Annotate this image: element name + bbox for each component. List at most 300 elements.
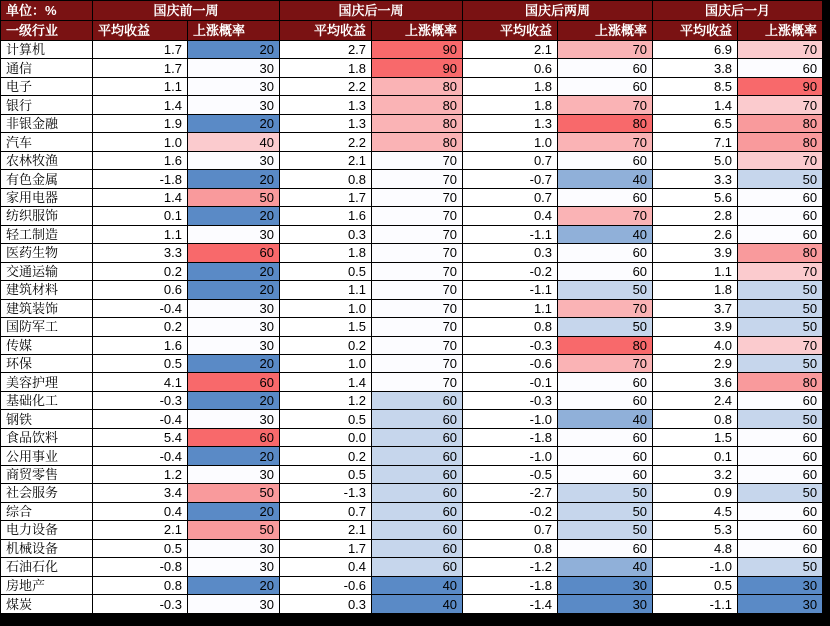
avg-return-cell: 0.8 [463,318,558,336]
table-row [1,336,823,354]
win-prob-cell: 70 [372,318,463,336]
avg-return-cell: 4.0 [653,336,738,354]
table-row [1,262,823,280]
avg-return-cell: 1.1 [93,77,188,95]
win-prob-cell: 70 [558,96,653,114]
avg-return-cell: -1.3 [280,484,372,502]
industry-cell: 轻工制造 [1,225,93,243]
win-prob-cell: 50 [558,281,653,299]
win-prob-cell: 80 [738,373,823,391]
win-prob-cell: 80 [558,114,653,132]
table-row [1,77,823,95]
win-prob-cell: 40 [188,133,280,151]
table-row [1,225,823,243]
avg-return-cell: 1.1 [653,262,738,280]
win-prob-cell: 60 [738,502,823,520]
industry-cell: 房地产 [1,576,93,594]
avg-return-cell: -1.0 [653,558,738,576]
win-prob-cell: 60 [372,410,463,428]
table-row [1,133,823,151]
avg-return-cell: 1.7 [280,539,372,557]
avg-return-cell: 3.3 [653,170,738,188]
subheader-avg-return-1: 平均收益 [93,21,188,41]
industry-cell: 社会服务 [1,484,93,502]
win-prob-cell: 30 [188,299,280,317]
avg-return-cell: -1.8 [463,428,558,446]
win-prob-cell: 50 [558,521,653,539]
avg-return-cell: 2.6 [653,225,738,243]
avg-return-cell: 2.7 [280,41,372,59]
avg-return-cell: 1.4 [280,373,372,391]
win-prob-cell: 60 [558,188,653,206]
win-prob-cell: 30 [188,558,280,576]
group-header-post-week: 国庆后一周 [280,1,463,21]
avg-return-cell: 1.7 [93,59,188,77]
avg-return-cell: 0.8 [280,170,372,188]
industry-cell: 电力设备 [1,521,93,539]
industry-cell: 非银金融 [1,114,93,132]
group-header-post-two-weeks: 国庆后两周 [463,1,653,21]
table-row [1,354,823,372]
avg-return-cell: 2.1 [463,41,558,59]
win-prob-cell: 70 [738,96,823,114]
industry-cell: 煤炭 [1,595,93,614]
avg-return-cell: 1.1 [280,281,372,299]
avg-return-cell: 1.8 [463,77,558,95]
win-prob-cell: 60 [738,391,823,409]
avg-return-cell: 0.2 [93,262,188,280]
win-prob-cell: 70 [738,41,823,59]
avg-return-cell: 1.3 [280,96,372,114]
unit-label: 单位：% [1,1,93,21]
win-prob-cell: 40 [558,225,653,243]
avg-return-cell: -1.8 [93,170,188,188]
industry-cell: 环保 [1,354,93,372]
win-prob-cell: 60 [558,373,653,391]
win-prob-cell: 40 [558,410,653,428]
table-row [1,373,823,391]
win-prob-cell: 60 [372,558,463,576]
win-prob-cell: 60 [738,428,823,446]
win-prob-cell: 60 [558,244,653,262]
avg-return-cell: -0.3 [463,336,558,354]
win-prob-cell: 20 [188,576,280,594]
table-row [1,318,823,336]
industry-cell: 综合 [1,502,93,520]
win-prob-cell: 50 [738,318,823,336]
win-prob-cell: 30 [558,595,653,614]
win-prob-cell: 30 [188,151,280,169]
win-prob-cell: 60 [738,447,823,465]
industry-cell: 机械设备 [1,539,93,557]
industry-cell: 公用事业 [1,447,93,465]
win-prob-cell: 60 [738,188,823,206]
win-prob-cell: 50 [738,354,823,372]
avg-return-cell: -0.2 [463,262,558,280]
win-prob-cell: 60 [558,465,653,483]
win-prob-cell: 50 [738,558,823,576]
industry-cell: 建筑材料 [1,281,93,299]
avg-return-cell: 1.7 [280,188,372,206]
win-prob-cell: 20 [188,354,280,372]
table-row [1,391,823,409]
win-prob-cell: 60 [372,539,463,557]
table-row [1,59,823,77]
group-header-row [1,1,823,21]
win-prob-cell: 40 [372,576,463,594]
industry-cell: 银行 [1,96,93,114]
win-prob-cell: 80 [558,336,653,354]
win-prob-cell: 70 [558,354,653,372]
avg-return-cell: 3.6 [653,373,738,391]
avg-return-cell: 3.2 [653,465,738,483]
win-prob-cell: 60 [558,447,653,465]
win-prob-cell: 80 [372,77,463,95]
table-row [1,114,823,132]
win-prob-cell: 70 [372,170,463,188]
avg-return-cell: -0.4 [93,410,188,428]
win-prob-cell: 40 [372,595,463,614]
win-prob-cell: 80 [738,114,823,132]
avg-return-cell: -0.3 [93,391,188,409]
table-row [1,207,823,225]
win-prob-cell: 80 [372,114,463,132]
table-row [1,244,823,262]
avg-return-cell: 3.8 [653,59,738,77]
table-row [1,576,823,594]
avg-return-cell: -0.5 [463,465,558,483]
avg-return-cell: 1.8 [653,281,738,299]
avg-return-cell: 1.5 [653,428,738,446]
avg-return-cell: -1.0 [463,447,558,465]
win-prob-cell: 30 [188,539,280,557]
avg-return-cell: 1.4 [653,96,738,114]
avg-return-cell: -1.8 [463,576,558,594]
avg-return-cell: 7.1 [653,133,738,151]
avg-return-cell: 3.9 [653,318,738,336]
avg-return-cell: -0.3 [93,595,188,614]
avg-return-cell: -1.0 [463,410,558,428]
win-prob-cell: 30 [188,595,280,614]
win-prob-cell: 50 [188,484,280,502]
group-header-pre-week: 国庆前一周 [93,1,280,21]
subheader-avg-return-2: 平均收益 [280,21,372,41]
win-prob-cell: 60 [558,151,653,169]
avg-return-cell: 4.1 [93,373,188,391]
avg-return-cell: 1.2 [280,391,372,409]
win-prob-cell: 90 [738,77,823,95]
avg-return-cell: 0.6 [463,59,558,77]
avg-return-cell: -0.3 [463,391,558,409]
subheader-win-prob-4: 上涨概率 [738,21,823,41]
avg-return-cell: 0.5 [93,539,188,557]
table-row [1,170,823,188]
avg-return-cell: 0.1 [93,207,188,225]
industry-cell: 交通运输 [1,262,93,280]
table-row [1,447,823,465]
avg-return-cell: 0.2 [280,447,372,465]
table-row [1,502,823,520]
industry-cell: 传媒 [1,336,93,354]
win-prob-cell: 30 [188,59,280,77]
win-prob-cell: 70 [558,41,653,59]
win-prob-cell: 70 [372,244,463,262]
win-prob-cell: 60 [188,244,280,262]
win-prob-cell: 20 [188,391,280,409]
win-prob-cell: 30 [188,96,280,114]
win-prob-cell: 70 [372,225,463,243]
win-prob-cell: 50 [188,521,280,539]
win-prob-cell: 60 [558,77,653,95]
avg-return-cell: 1.6 [280,207,372,225]
industry-cell: 美容护理 [1,373,93,391]
win-prob-cell: 70 [738,262,823,280]
industry-cell: 汽车 [1,133,93,151]
column-header-row [1,21,823,41]
avg-return-cell: 1.6 [93,151,188,169]
avg-return-cell: 2.2 [280,133,372,151]
industry-cell: 石油石化 [1,558,93,576]
win-prob-cell: 70 [372,299,463,317]
table-row [1,595,823,614]
avg-return-cell: 0.5 [653,576,738,594]
avg-return-cell: 1.6 [93,336,188,354]
row-header-label: 一级行业 [1,21,93,41]
avg-return-cell: 0.2 [93,318,188,336]
avg-return-cell: -1.1 [463,281,558,299]
avg-return-cell: 0.5 [280,465,372,483]
table-row [1,188,823,206]
avg-return-cell: -0.1 [463,373,558,391]
avg-return-cell: 3.4 [93,484,188,502]
avg-return-cell: 6.9 [653,41,738,59]
win-prob-cell: 50 [738,484,823,502]
avg-return-cell: -0.4 [93,299,188,317]
avg-return-cell: 0.5 [280,410,372,428]
win-prob-cell: 60 [738,59,823,77]
win-prob-cell: 20 [188,502,280,520]
industry-cell: 电子 [1,77,93,95]
avg-return-cell: -0.6 [463,354,558,372]
avg-return-cell: 2.9 [653,354,738,372]
avg-return-cell: 1.9 [93,114,188,132]
avg-return-cell: 5.0 [653,151,738,169]
avg-return-cell: 2.1 [280,521,372,539]
avg-return-cell: 1.8 [463,96,558,114]
avg-return-cell: 0.3 [280,225,372,243]
industry-cell: 通信 [1,59,93,77]
avg-return-cell: 3.7 [653,299,738,317]
win-prob-cell: 70 [558,299,653,317]
avg-return-cell: 1.3 [463,114,558,132]
table-row [1,41,823,59]
avg-return-cell: 1.4 [93,188,188,206]
avg-return-cell: -2.7 [463,484,558,502]
win-prob-cell: 20 [188,207,280,225]
avg-return-cell: 0.5 [93,354,188,372]
avg-return-cell: 1.3 [280,114,372,132]
industry-cell: 国防军工 [1,318,93,336]
avg-return-cell: 0.5 [280,262,372,280]
win-prob-cell: 70 [372,151,463,169]
table-row [1,299,823,317]
avg-return-cell: 2.2 [280,77,372,95]
win-prob-cell: 80 [372,96,463,114]
win-prob-cell: 50 [738,299,823,317]
avg-return-cell: -1.1 [463,225,558,243]
win-prob-cell: 50 [738,281,823,299]
win-prob-cell: 30 [188,225,280,243]
industry-cell: 食品饮料 [1,428,93,446]
win-prob-cell: 60 [372,521,463,539]
win-prob-cell: 60 [738,539,823,557]
win-prob-cell: 60 [188,373,280,391]
win-prob-cell: 40 [558,170,653,188]
avg-return-cell: 0.8 [93,576,188,594]
win-prob-cell: 50 [738,410,823,428]
table-row [1,465,823,483]
avg-return-cell: 1.0 [463,133,558,151]
avg-return-cell: -0.6 [280,576,372,594]
win-prob-cell: 20 [188,447,280,465]
win-prob-cell: 60 [372,465,463,483]
win-prob-cell: 20 [188,41,280,59]
win-prob-cell: 20 [188,114,280,132]
win-prob-cell: 30 [558,576,653,594]
avg-return-cell: 5.6 [653,188,738,206]
win-prob-cell: 70 [372,262,463,280]
win-prob-cell: 70 [738,336,823,354]
avg-return-cell: 0.8 [653,410,738,428]
table-row [1,96,823,114]
win-prob-cell: 80 [738,244,823,262]
win-prob-cell: 30 [188,77,280,95]
win-prob-cell: 60 [558,262,653,280]
win-prob-cell: 50 [558,484,653,502]
avg-return-cell: 1.8 [280,59,372,77]
win-prob-cell: 60 [558,391,653,409]
win-prob-cell: 20 [188,262,280,280]
subheader-win-prob-3: 上涨概率 [558,21,653,41]
subheader-win-prob-1: 上涨概率 [188,21,280,41]
industry-cell: 家用电器 [1,188,93,206]
avg-return-cell: -0.7 [463,170,558,188]
avg-return-cell: 1.2 [93,465,188,483]
win-prob-cell: 60 [738,521,823,539]
avg-return-cell: 3.9 [653,244,738,262]
table-row [1,281,823,299]
avg-return-cell: -1.4 [463,595,558,614]
group-header-post-month: 国庆后一月 [653,1,823,21]
win-prob-cell: 60 [738,465,823,483]
win-prob-cell: 80 [372,133,463,151]
win-prob-cell: 50 [558,318,653,336]
avg-return-cell: 2.1 [280,151,372,169]
avg-return-cell: 1.8 [280,244,372,262]
win-prob-cell: 70 [372,373,463,391]
win-prob-cell: 60 [558,428,653,446]
avg-return-cell: 1.1 [463,299,558,317]
win-prob-cell: 60 [372,428,463,446]
win-prob-cell: 70 [372,207,463,225]
industry-cell: 纺织服饰 [1,207,93,225]
avg-return-cell: 0.7 [463,151,558,169]
win-prob-cell: 30 [738,576,823,594]
avg-return-cell: 4.5 [653,502,738,520]
win-prob-cell: 60 [738,225,823,243]
avg-return-cell: 0.2 [280,336,372,354]
avg-return-cell: 1.0 [93,133,188,151]
avg-return-cell: 0.9 [653,484,738,502]
avg-return-cell: -0.8 [93,558,188,576]
win-prob-cell: 50 [188,188,280,206]
avg-return-cell: -1.2 [463,558,558,576]
table-row [1,558,823,576]
avg-return-cell: 1.0 [280,354,372,372]
avg-return-cell: 0.8 [463,539,558,557]
avg-return-cell: 1.0 [280,299,372,317]
win-prob-cell: 60 [372,447,463,465]
avg-return-cell: 3.3 [93,244,188,262]
avg-return-cell: 2.8 [653,207,738,225]
avg-return-cell: 2.4 [653,391,738,409]
win-prob-cell: 70 [372,336,463,354]
win-prob-cell: 60 [738,207,823,225]
win-prob-cell: 70 [372,281,463,299]
win-prob-cell: 20 [188,170,280,188]
win-prob-cell: 50 [558,502,653,520]
win-prob-cell: 40 [558,558,653,576]
avg-return-cell: -0.4 [93,447,188,465]
win-prob-cell: 80 [738,133,823,151]
avg-return-cell: 5.3 [653,521,738,539]
win-prob-cell: 70 [372,354,463,372]
win-prob-cell: 20 [188,281,280,299]
win-prob-cell: 70 [372,188,463,206]
win-prob-cell: 70 [558,207,653,225]
win-prob-cell: 30 [188,465,280,483]
avg-return-cell: 6.5 [653,114,738,132]
avg-return-cell: -0.2 [463,502,558,520]
win-prob-cell: 30 [738,595,823,614]
win-prob-cell: 30 [188,410,280,428]
avg-return-cell: 0.3 [463,244,558,262]
subheader-avg-return-4: 平均收益 [653,21,738,41]
win-prob-cell: 60 [558,59,653,77]
avg-return-cell: 4.8 [653,539,738,557]
win-prob-cell: 60 [558,539,653,557]
table-row [1,428,823,446]
industry-cell: 农林牧渔 [1,151,93,169]
win-prob-cell: 60 [372,391,463,409]
table-row [1,151,823,169]
avg-return-cell: 1.5 [280,318,372,336]
avg-return-cell: 0.4 [280,558,372,576]
avg-return-cell: 8.5 [653,77,738,95]
industry-cell: 医药生物 [1,244,93,262]
avg-return-cell: 0.1 [653,447,738,465]
avg-return-cell: 0.7 [463,521,558,539]
table-row [1,484,823,502]
avg-return-cell: 1.4 [93,96,188,114]
win-prob-cell: 60 [188,428,280,446]
win-prob-cell: 50 [738,170,823,188]
avg-return-cell: -1.1 [653,595,738,614]
win-prob-cell: 90 [372,41,463,59]
table-row [1,410,823,428]
avg-return-cell: 0.0 [280,428,372,446]
avg-return-cell: 1.1 [93,225,188,243]
